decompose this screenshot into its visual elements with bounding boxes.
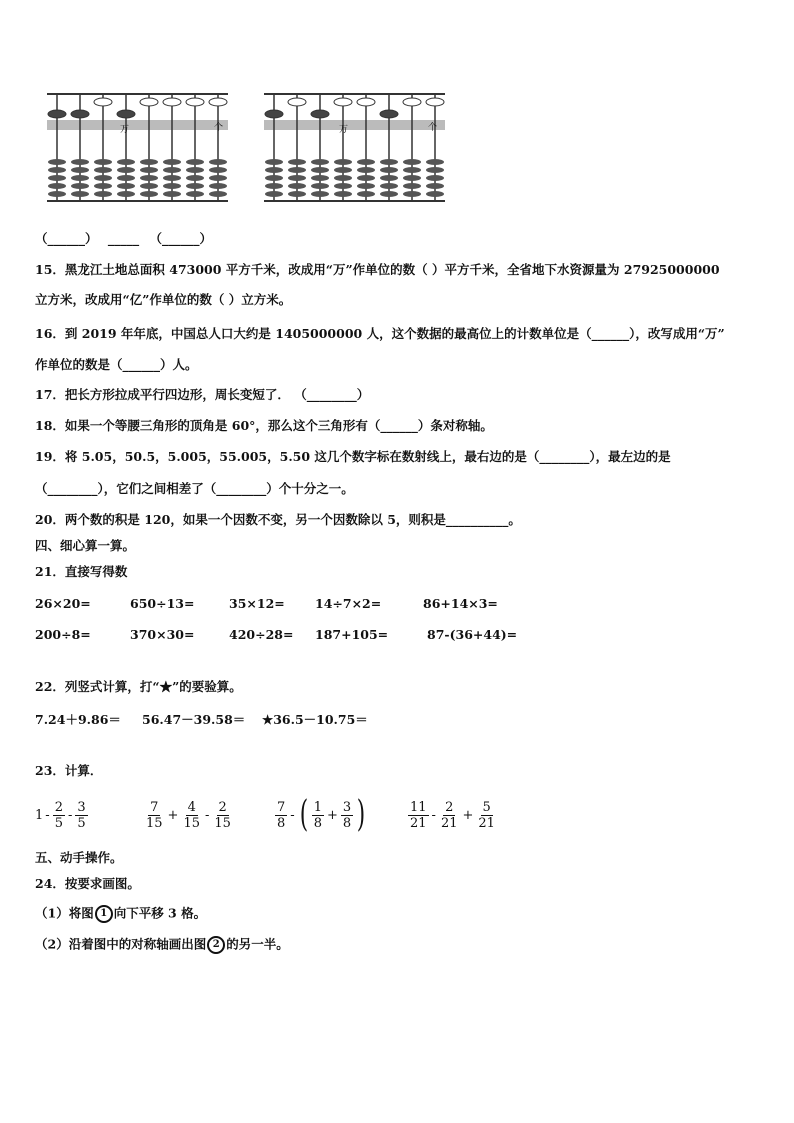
q22-item: ★36.5－10.75＝ [262,712,368,727]
abacus-lower-bead [48,159,66,165]
blank-c[interactable]: （______） [149,231,212,246]
q22-item: 7.24＋9.86＝ [35,712,121,727]
q23-expr-3 [274,795,368,835]
abacus-lower-bead [209,167,227,173]
plus-sign: + [167,807,179,823]
lead-number: 1 [35,807,44,823]
q24-step1-post: 向下平移 3 格。 [113,905,207,921]
q21-item: 26×20= [35,596,91,611]
abacus-lower-bead [163,175,181,181]
abacus-lower-bead [380,191,398,197]
abacus-lower-bead [311,183,329,189]
abacus-lower-bead [140,167,158,173]
abacus-upper-bead [71,110,89,118]
abacus-upper-bead [265,110,283,118]
abacus-lower-bead [117,183,135,189]
q23-title: 23．计算． [35,763,103,778]
abacus-lower-bead [288,191,306,197]
abacus-lower-bead [48,167,66,173]
abacus-lower-bead [48,175,66,181]
abacus-right [262,90,447,205]
q15-line1: 15．黑龙江土地总面积 473000 平方千米，改成用“万”作单位的数（ ）平方千米，全省地下水资源量为 27925000000 [35,262,720,277]
abacus-right-wan-label: 万 [339,125,349,135]
abacus-lower-bead [288,167,306,173]
q20: 20．两个数的积是 120，如果一个因数不变，另一个因数除以 5，则积是__________。 [35,512,521,527]
q22-item: 56.47－39.58＝ [142,712,246,727]
abacus-upper-bead [334,98,352,106]
abacus-upper-bead [94,98,112,106]
q21-item: 200÷8= [35,627,91,642]
minus-sign: - [205,807,210,823]
abacus-lower-bead [334,191,352,197]
plus-sign: + [462,807,474,823]
q21-item: 35×12= [229,596,285,611]
q24-step2 [35,936,289,954]
abacus-lower-bead [186,167,204,173]
abacus-lower-bead [426,175,444,181]
abacus-lower-bead [403,159,421,165]
abacus-lower-bead [48,191,66,197]
abacus-upper-bead [311,110,329,118]
abacus-upper-bead [163,98,181,106]
abacus-lower-bead [288,175,306,181]
q15-line2: 立方米，改成用“亿”作单位的数（ ）立方米。 [35,292,292,307]
circled-number-icon: 2 [207,936,225,954]
fraction: $\frac{5}{21}$ [478,799,495,831]
left-paren: ( [299,794,308,835]
fraction: $\frac{3}{5}$ [77,799,86,831]
abacus-lower-bead [311,159,329,165]
q23-expr-2 [143,795,234,835]
fraction: $\frac{7}{15}$ [146,799,163,831]
abacus-lower-bead [71,159,89,165]
fraction: $\frac{2}{5}$ [54,799,63,831]
abacus-lower-bead [94,191,112,197]
abacus-lower-bead [380,183,398,189]
abacus-lower-bead [426,159,444,165]
abacus-upper-bead [403,98,421,106]
abacus-lower-bead [117,159,135,165]
q19-line1: 19．将 5.05，50.5，5.005，55.005，5.50 这几个数字标在数射线上，最右边的是（________），最左边的是 [35,449,671,464]
q24-step1-pre: （1）将图 [35,905,94,921]
abacus-lower-bead [403,167,421,173]
q24-step2-pre: （2）沿着图中的对称轴画出图 [35,936,207,952]
abacus-lower-bead [94,167,112,173]
fraction: $\frac{2}{15}$ [214,799,231,831]
q21-item: 87-(36+44)= [427,627,518,642]
circled-number-icon: 1 [95,905,113,923]
abacus-lower-bead [265,191,283,197]
abacus-lower-bead [186,159,204,165]
q21-item: 187+105= [315,627,389,642]
abacus-lower-bead [117,167,135,173]
q21-item: 650÷13= [130,596,195,611]
abacus-right-ge-label: 个 [428,123,438,133]
q24-step1 [35,905,206,923]
fraction: $\frac{1}{8}$ [313,799,323,831]
abacus-lower-bead [117,175,135,181]
fraction: $\frac{4}{15}$ [183,799,200,831]
abacus-lower-bead [209,175,227,181]
q19-line2: （________），它们之间相差了（________）个十分之一。 [35,481,354,496]
abacus-lower-bead [71,175,89,181]
abacus-upper-bead [48,110,66,118]
abacus-lower-bead [288,183,306,189]
abacus-left-ge-label: 个 [214,123,224,133]
abacus-left [45,90,230,205]
abacus-lower-bead [357,167,375,173]
q23-expr-4 [407,795,498,835]
abacus-lower-bead [311,191,329,197]
abacus-lower-bead [163,191,181,197]
minus-sign: - [67,807,73,823]
abacus-lower-bead [163,167,181,173]
minus-sign: - [290,807,295,823]
abacus-upper-bead [426,98,444,106]
section4-title: 四、细心算一算。 [35,538,136,553]
abacus-lower-bead [357,159,375,165]
q21-item: 14÷7×2= [315,596,382,611]
abacus-lower-bead [186,175,204,181]
abacus-lower-bead [288,159,306,165]
abacus-lower-bead [334,167,352,173]
abacus-lower-bead [94,159,112,165]
abacus-upper-bead [140,98,158,106]
abacus-lower-bead [265,159,283,165]
abacus-lower-bead [334,183,352,189]
abacus-lower-bead [140,159,158,165]
abacus-lower-bead [186,191,204,197]
abacus-lower-bead [311,175,329,181]
q18: 18．如果一个等腰三角形的顶角是 60°，那么这个三角形有（______）条对称轴。 [35,418,493,433]
abacus-lower-bead [265,183,283,189]
abacus-lower-bead [380,159,398,165]
q16-line1: 16．到 2019 年年底，中国总人口大约是 1405000000 人，这个数据的最高位上的计数单位是（______），改写成用“万” [35,326,725,341]
abacus-lower-bead [186,183,204,189]
abacus-lower-bead [140,191,158,197]
q21-item: 86+14×3= [423,596,498,611]
abacus-lower-bead [71,191,89,197]
blank-b[interactable]: _____ [107,231,140,246]
q17: 17．把长方形拉成平行四边形，周长变短了． （________） [35,387,370,402]
q21-item: 370×30= [130,627,195,642]
q21-title: 21．直接写得数 [35,564,128,579]
abacus-lower-bead [357,183,375,189]
abacus-lower-bead [163,183,181,189]
abacus-lower-bead [163,159,181,165]
fraction: $\frac{7}{8}$ [277,799,286,831]
abacus-upper-bead [117,110,135,118]
minus-sign: - [431,807,436,823]
abacus-lower-bead [311,167,329,173]
q22-title: 22．列竖式计算，打“★”的要验算。 [35,679,242,694]
abacus-lower-bead [426,167,444,173]
q16-line2: 作单位的数是（______）人。 [35,357,198,372]
abacus-lower-bead [265,175,283,181]
abacus-lower-bead [334,159,352,165]
abacus-lower-bead [357,175,375,181]
right-paren: ) [357,794,366,835]
abacus-lower-bead [94,183,112,189]
abacus-upper-bead [357,98,375,106]
abacus-lower-bead [140,175,158,181]
abacus-lower-bead [403,191,421,197]
minus-sign: - [45,807,50,823]
fraction: $\frac{2}{21}$ [440,799,458,831]
abacus-upper-bead [288,98,306,106]
abacus-lower-bead [380,167,398,173]
abacus-lower-bead [48,183,66,189]
blank-a[interactable]: （______） [35,231,98,246]
fraction: $\frac{11}{21}$ [410,799,427,831]
abacus-lower-bead [71,167,89,173]
abacus-upper-bead [209,98,227,106]
abacus-blanks [35,231,212,247]
abacus-lower-bead [334,175,352,181]
abacus-lower-bead [403,175,421,181]
q24-title: 24．按要求画图。 [35,876,140,891]
q24-step2-post: 的另一半。 [226,936,289,952]
abacus-upper-bead [186,98,204,106]
abacus-lower-bead [426,191,444,197]
abacus-lower-bead [426,183,444,189]
abacus-lower-bead [380,175,398,181]
plus-sign: + [327,807,338,823]
abacus-upper-bead [380,110,398,118]
abacus-lower-bead [209,191,227,197]
section5-title: 五、动手操作。 [35,850,123,865]
abacus-lower-bead [117,191,135,197]
abacus-lower-bead [209,159,227,165]
abacus-lower-bead [265,167,283,173]
fraction: $\frac{3}{8}$ [342,799,352,831]
abacus-lower-bead [140,183,158,189]
abacus-lower-bead [357,191,375,197]
abacus-lower-bead [209,183,227,189]
abacus-lower-bead [94,175,112,181]
abacus-lower-bead [71,183,89,189]
abacus-lower-bead [403,183,421,189]
q21-item: 420÷28= [229,627,294,642]
q23-expr-1 [35,795,89,835]
abacus-left-wan-label: 万 [120,125,130,135]
